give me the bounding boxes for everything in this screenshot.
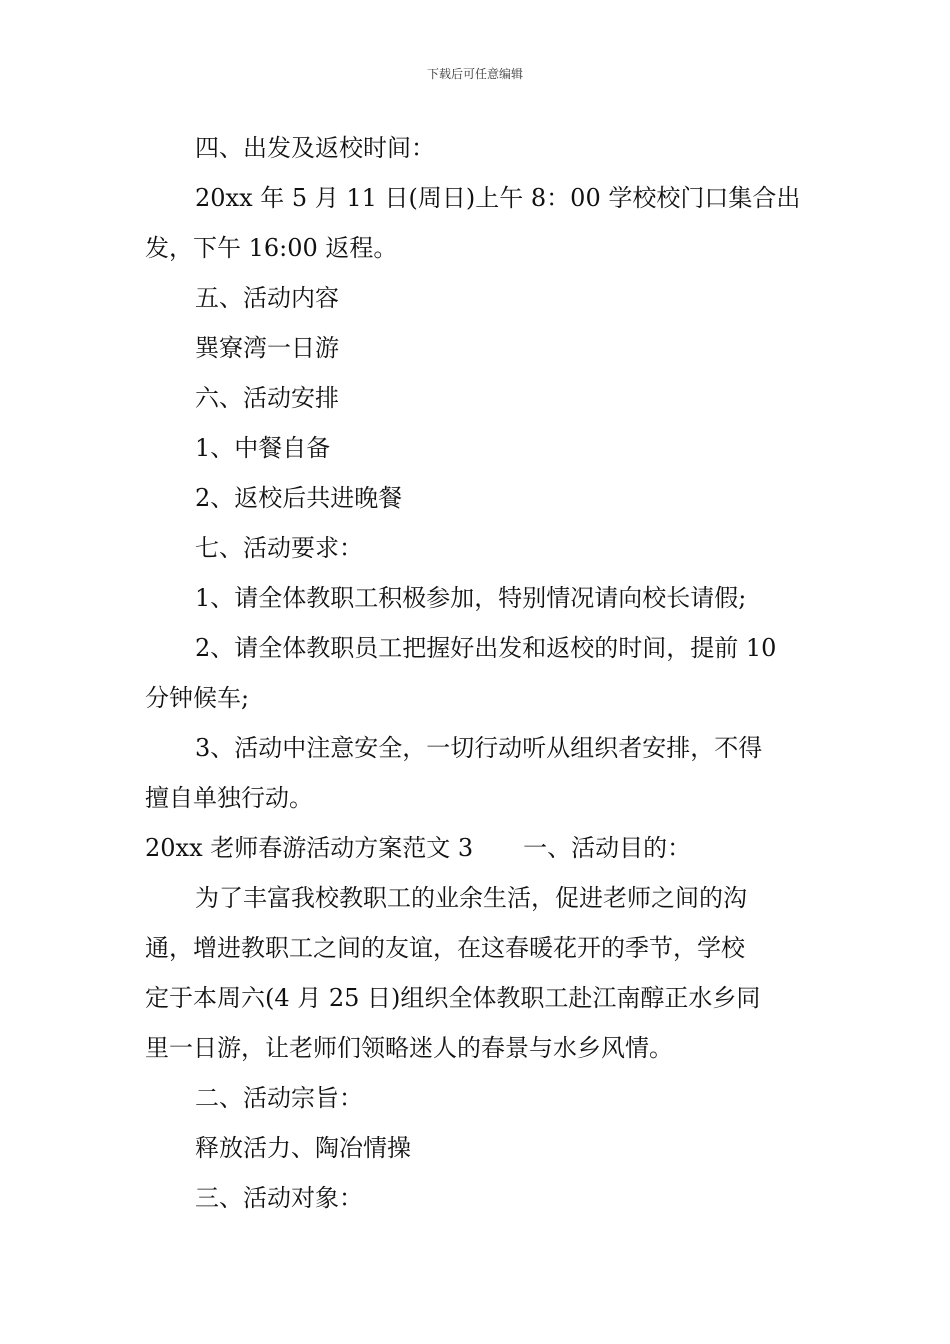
doc3-section-1-heading: 一、活动目的： <box>523 834 692 862</box>
section-7-item-3 <box>145 723 810 823</box>
section-7-item-3-line-2: 擅自单独行动。 <box>145 784 313 812</box>
doc3-section-2-heading: 二、活动宗旨： <box>195 1084 363 1112</box>
doc3-title-line <box>145 823 810 873</box>
section-7-heading: 七、活动要求： <box>195 534 363 562</box>
section-7-item-2 <box>145 623 810 723</box>
section-7-item-3-line-1: 3、活动中注意安全，一切行动听从组织者安排，不得 <box>195 734 763 762</box>
doc3-section-2-text: 释放活力、陶冶情操 <box>195 1134 411 1162</box>
doc3-section-1-paragraph <box>145 873 810 1073</box>
page-header-note: 下载后可任意编辑 <box>426 67 523 81</box>
section-4-line-2: 发，下午 16:00 返程。 <box>145 234 398 262</box>
section-4-line-1: 20xx 年 5 月 11 日(周日)上午 8：00 学校校门口集合出 <box>195 184 801 212</box>
section-5-heading: 五、活动内容 <box>195 284 339 312</box>
document-body <box>145 123 810 1223</box>
section-7-item-2-line-2: 分钟候车; <box>145 684 250 712</box>
doc3-title: 20xx 老师春游活动方案范文 3 <box>145 834 474 862</box>
section-7-item-2-line-1: 2、请全体教职员工把握好出发和返校的时间，提前 10 <box>195 634 777 662</box>
doc3-section-1-line-1: 为了丰富我校教职工的业余生活，促进老师之间的沟 <box>195 884 747 912</box>
section-6-item-1: 1、中餐自备 <box>195 434 331 462</box>
section-4-heading: 四、出发及返校时间： <box>195 134 435 162</box>
section-5-text: 巽寮湾一日游 <box>195 334 339 362</box>
section-6-heading: 六、活动安排 <box>195 384 339 412</box>
section-7-item-1: 1、请全体教职工积极参加，特别情况请向校长请假; <box>195 584 747 612</box>
section-6-item-2: 2、返校后共进晚餐 <box>195 484 403 512</box>
doc3-section-1-line-3: 定于本周六(4 月 25 日)组织全体教职工赴江南醇正水乡同 <box>145 984 761 1012</box>
doc3-section-1-line-2: 通，增进教职工之间的友谊，在这春暖花开的季节，学校 <box>145 934 745 962</box>
section-4-paragraph <box>145 173 810 273</box>
doc3-section-1-line-4: 里一日游，让老师们领略迷人的春景与水乡风情。 <box>145 1034 673 1062</box>
doc3-section-3-heading: 三、活动对象： <box>195 1184 363 1212</box>
